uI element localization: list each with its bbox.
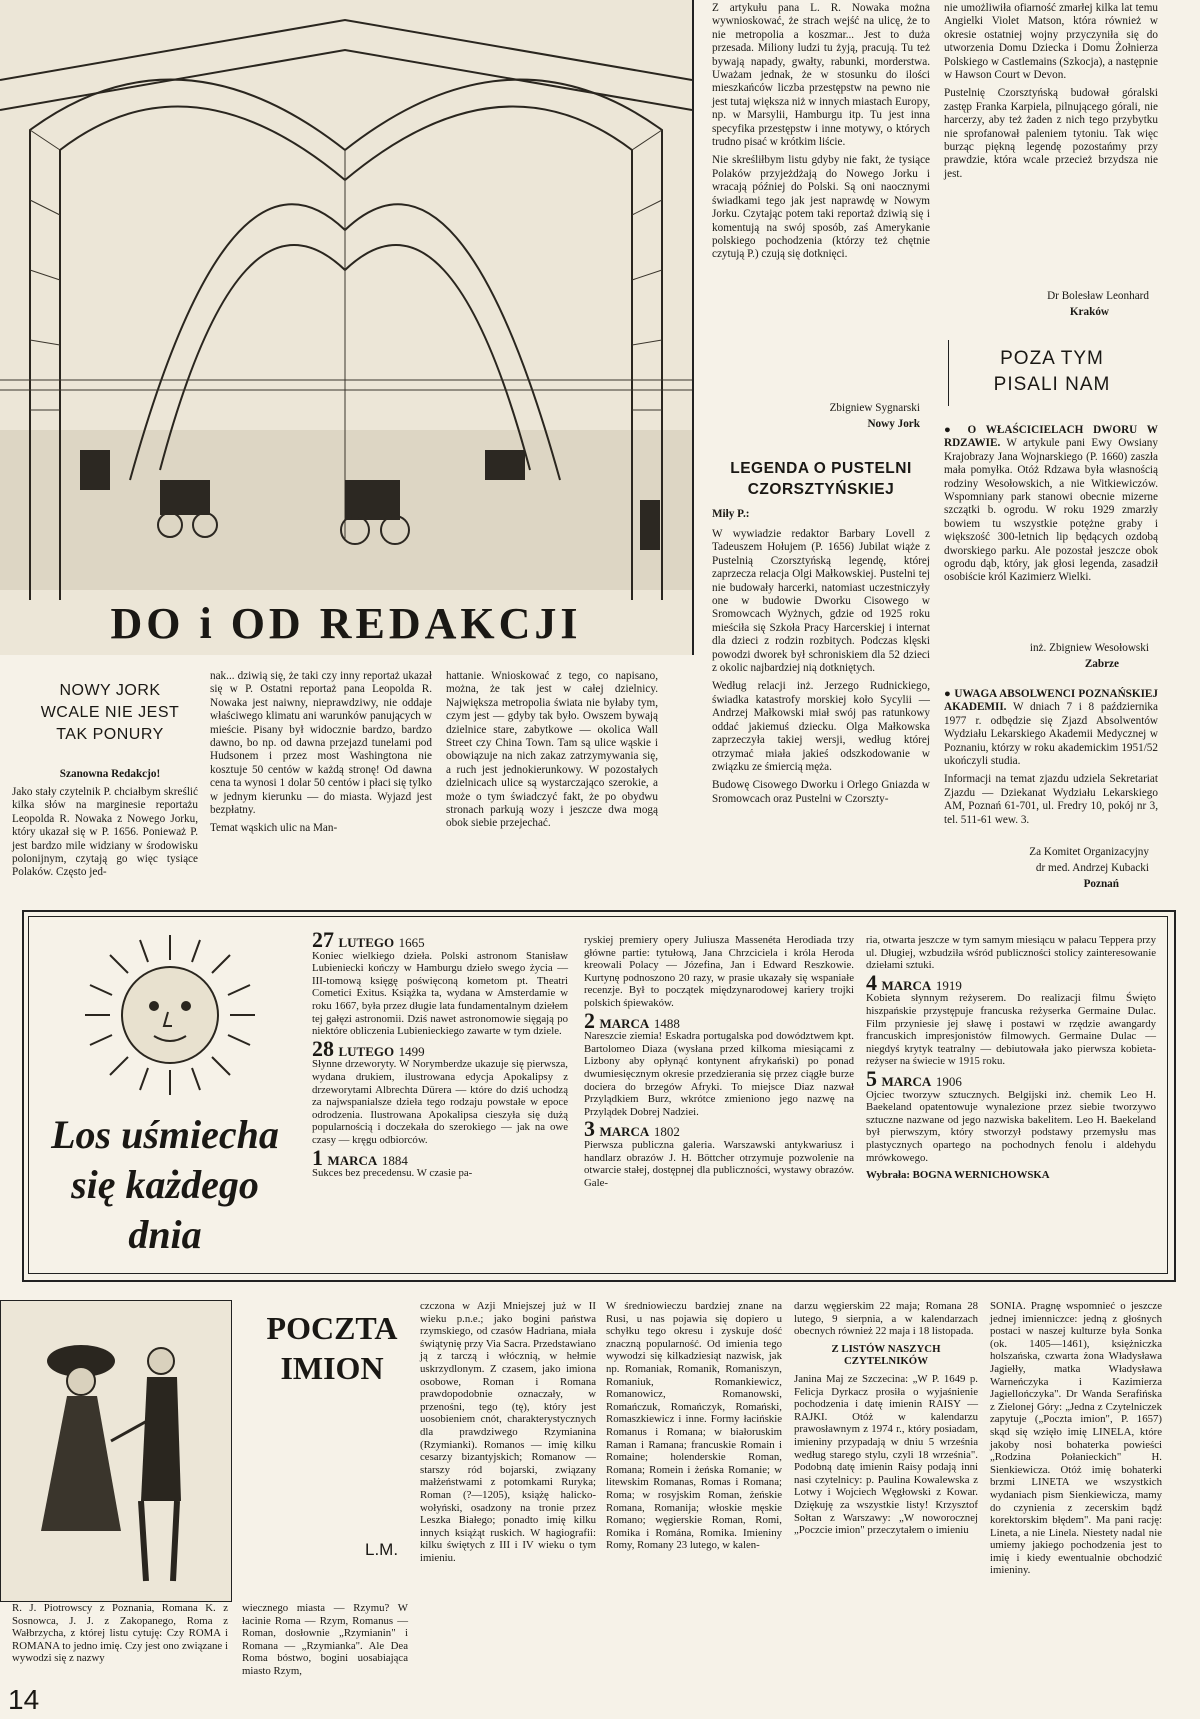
los-e4-text: Nareszcie ziemia! Eskadra portugalska pod dowództwem kpt. Bartolomeo Diaza (wysłana przed kilkoma miesiącami z Lizbony aby opłynąć kontynent afrykański) po ponad dwumiesięcznym okresie przedzierania się przez ciągłe burze dociera do brzegów Afryki. To miejsce Diaz nazwał Przylądkiem Burz, wkrótce zmieniono jego nazwę na Przylądek Dobrej Nadziei. — [584, 1030, 854, 1118]
los-e7-date: 5 MARCA 1906 — [866, 1065, 962, 1091]
poza-tym-item2-place: Poznań — [1083, 878, 1119, 890]
poza-tym-item2-text: W dniach 7 i 8 października 1977 r. odbędzie się Zjazd Absolwentów Wydziału Lekarskiego Akademii Medycznej w Poznaniu, którzy w roku akademickim 1951/52 ukończyli studia. — [944, 701, 1158, 768]
exhibition-hall-engraving — [0, 0, 692, 655]
nowy-jork-col4-p2: Nie skreśliłbym listu gdyby nie fakt, że tysiące Polaków przyjeżdżają do Nowego Jorku i wracają później do Polski. Są oni naocznymi świadkami tego jak jest naprawdę w Nowym Jorku. Czytając potem taki reportaż dziwią się i komentują na swój sposób, zaś Amerykanie polskiego pochodzenia (którzy też chętnie czytują P.) czują się dotknięci. — [712, 154, 930, 261]
legenda-p3: Budowę Cisowego Dworku i Orlego Gniazda w Sromowcach oraz Pustelni w Czorszty- — [712, 779, 930, 805]
legenda-p2: Według relacji inż. Jerzego Rudnickiego, świadka katastrofy morskiej koło Sycylii — Andrzej Małkowski miał swój pas ratunkowy oddać jakiemuś dziecku. Olga Małkowska zaprzeczyła takiej wersji, według której otrzymać miała jakieś odszkodowanie w związku ze śmiercią męża. — [712, 680, 930, 773]
nowy-jork-col2-end: Temat wąskich ulic na Man- — [210, 822, 338, 835]
engraving-illustration — [0, 0, 694, 655]
nowy-jork-col2 — [210, 670, 432, 870]
nowy-jork-col3: hattanie. Wnioskować z tego, co napisano, można, że tak jest w całej dzielnicy. Największa metropolia świata nie byłaby tym, czym jest — gdyby tak było. Owszem bywają dzielnice stare, zabytkowe — okolica Wall Street czy China Town. Tam są ulice wąskie i obowiązuje na nich zakaz zatrzymywania się, a ruch jest jednokierunkowy. W pozostałych dzielnicach ulice są wystarczająco szerokie, a może o tym świadczyć fakt, że po obydwu stronach parkują wozy i jeszcze dwa mogą obok siebie przejechać. — [446, 670, 658, 830]
los-e6-date: 4 MARCA 1919 — [866, 969, 962, 995]
poza-tym-item2 — [944, 688, 1158, 826]
legenda-headline: LEGENDA O PUSTELNI CZORSZTYŃSKIEJ — [730, 460, 912, 498]
nowy-jork-col2-text: nak... dziwią się, że taki czy inny reportaż ukazał się w P. Ostatni reportaż pana Leopolda R. Nowaka jest naiwny, nieprawdziwy, nie oddaje właściwego klimatu ani warunków panujących w mieście. Pisany był widocznie bardzo, bardzo dawno, bo np. od dawna przejazd tunelami pod Hudsonem i przez most Washingtona nie kosztuje 50 centów w każdą stronę! Od dawna cena ta wynosi 1 dolar 50 centów i płaci się tylko w jednym kierunku — do miasta. Wyjazd jest bezpłatny. — [210, 670, 432, 817]
legenda-p4: nie umożliwiła ofiarność zmarłej kilka lat temu Angielki Violet Matson, która również w okresie ostatniej wojny przyczyniła się do utworzenia Domu Dziecka i Domu Żołnierza Polskiego w Castlemains (Szkocja), a następnie w Hawson Court w Devon. — [944, 2, 1158, 82]
page-number: 14 — [8, 1684, 40, 1715]
los-e5-cont: ria, otwarta jeszcze w tym samym miesiącu w pałacu Teppera przy ul. Długiej, wzbudziła wśród publiczności stolicy zainteresowanie dziełami sztuki. — [866, 934, 1156, 972]
los-e3-date: 1 MARCA 1884 — [312, 1144, 408, 1170]
legenda-p5: Pustelnię Czorsztyńską budował góralski zastęp Franka Karpiela, pilnującego górali, nie harcerzy, aby też żaden z nich tego przybytku nie sprofanował paleniem tytoniu. Tak więc burząc piękną legendę pozostańmy przy prawdzie, która wcale przecież brzydsza nie jest. — [944, 87, 1158, 180]
poza-tym-item1-place: Zabrze — [1084, 658, 1119, 670]
los-e7-text: Ojciec tworzyw sztucznych. Belgijski inż. chemik Leo H. Baekeland opatentowuje wynalezione przez siebie tworzywo sztuczne nazwane od jego nazwiska bakelitem. Leo H. Baekeland był pierwszym, który stworzył podstawy przemysłu mas plastycznych opartego na pochodnych fenolu i aldehydu mrówkowego. — [866, 1088, 1156, 1164]
los-e4-date: 2 MARCA 1488 — [584, 1007, 680, 1033]
couple-engraving — [1, 1301, 231, 1601]
legenda-salutation: Miły P.: — [712, 508, 750, 520]
poczta-illustration — [0, 1300, 232, 1602]
poczta-listy-head: Z LISTÓW NASZYCH CZYTELNIKÓW — [831, 1342, 941, 1368]
poczta-col0: R. J. Piotrowscy z Poznania, Romana K. z Sosnowca, J. J. z Zakopanego, Roma z Wałbrzycha, z której listu cytuję: Czy ROMA i ROMANA to jedno imię. Czy jest ono związane i wywodzi się z nazwy — [12, 1602, 228, 1665]
sun-icon — [80, 930, 260, 1100]
los-col2 — [584, 934, 854, 1268]
los-e1-date: 27 LUTEGO 1665 — [312, 927, 425, 952]
poza-tym-item2-head: ● UWAGA ABSOLWENCI POZNAŃSKIEJ AKADEMII. — [944, 688, 1158, 714]
poza-tym-item1-signature: inż. Zbigniew Wesołowski — [1029, 642, 1149, 654]
poczta-col5: SONIA. Pragnę wspomnieć o jeszcze jednej imienniczce: jedną z głośnych postaci w naszej kulturze była Sonka (ok. 1405—1461), księżniczka holszańska, czwarta żona Władysława Jagiełły, matka Władysława Warneńczyka i Kazimierza Jagiellończyka". Dr Wanda Serafińska z Zielonej Góry: „Jedna z Czytelniczek zapytuje („Poczta imion", P. 1657) skąd się wzięło imię LINELA, które jakoby nosi bohaterka powieści „Rodzina Połanieckich" H. Sienkiewicza. Otóż imię bohaterki brzmi LINETA we wszystkich wydaniach pism Sienkiewicza, mamy do czynienia z zecerskim bądź korektorskim błędem". Ma pani rację: Lineta, a nie Linela. Niestety nadal nie umiemy jakiego pochodzenia jest to imię i kiedy ewentualnie obchodzić imieniny. — [990, 1300, 1162, 1577]
banner-title: DO i OD REDAKCJI — [110, 599, 582, 648]
legenda-col1 — [712, 528, 930, 920]
los-e2-date: 28 LUTEGO 1499 — [312, 1035, 425, 1061]
legenda-p1: W wywiadzie redaktor Barbary Lovell z Tadeuszem Hołujem (P. 1656) Jubilat wiąże z Pustelnią Czorsztyńską legendę, której zaprzecza relacja Olgi Małkowskiej. Pustelni tej nie budowały harcerki, natomiast uczestniczyły one w budowie Dworku Cisowego w Sromowcach Wyżnych, gdzie od 1925 roku mieściła się Szkoła Pracy Harcerskiej i internat dla dzieci z rodzin rozbitych. Podczas klęski powodzi dworek był schroniskiem dla 52 dzieci z okolic najbardziej nią dotkniętych. — [712, 528, 930, 675]
los-script-title: Los uśmiecha się każdego dnia — [51, 1112, 279, 1257]
nowy-jork-col4-p1: Z artykułu pana L. R. Nowaka można wywnioskować, że strach wejść na ulicę, że to nie metropolia a koszmar... Jest to duża przesada. Miliony ludzi tu żyją, pracują. Tu też bywają napady, gwałty, rabunki, morderstwa. Uważam jednak, że w stosunku do ilości mieszkańców liczba przestępstw na pewno nie jest tutaj większa niż w innych miastach Europy, np. w Marsylii, Hamburgu itp. Tu jest inna specyfika przestępstw i inne motywy, o których trudno pisać w krótkim liście. — [712, 2, 930, 149]
los-e6-text: Kobieta słynnym reżyserem. Do realizacji filmu Święto hiszpańskie przystępuje francuska reżyserka Germaine Dulac. Film przyniesie jej sławę i postawi w rzędzie awangardy francuskich impresjonistów filmowych. Germaine Dulac — niegdyś krytyk teatralny — debiutowała jako pierwsza kobieta-reżyser na świecie w 1915 roku. — [866, 992, 1156, 1068]
poza-tym-item1-head: ● O WŁAŚCICIELACH DWORU W RDZAWIE. — [944, 424, 1158, 450]
los-compiled-by: Wybrała: BOGNA WERNICHOWSKA — [866, 1169, 1050, 1182]
poczta-title-2: IMION — [280, 1350, 384, 1386]
los-e3-cont: ryskiej premiery opery Juliusza Massenéta Herodiada trzy główne partie: tytułową, Jana Chrzciciela i króla Heroda kreowali Polacy — Józefina, Jan i Edward Reszkowie. Kurtynę podnoszono 20 razy, w prasie ukazały się wspaniałe recenzje. Był to początek międzynarodowej kariery trojki polskich śpiewaków. — [584, 934, 854, 1009]
poza-tym-item2-sig1: Za Komitet Organizacyjny — [1029, 846, 1149, 858]
poza-tym-title-1: POZA TYM — [1000, 348, 1104, 369]
los-col1 — [312, 927, 568, 1268]
poza-tym-box — [948, 340, 1155, 406]
poczta-col2: czczona w Azji Mniejszej już w II wieku p.n.e.; jako bogini państwa rzymskiego, od czasów Hadriana, miała świątynię przy Via Sacra. Przedstawiano ją z tarczą i włócznią, w hełmie uskrzydlonym. Z czasem, jako imiona osobowe, Roman i Romana prawdopodobnie oznaczały, w przenośni, tego (tę), który jest uosobieniem cnót, charakterystycznych dla prawdziwego Rzymianina (Rzymianki). Romanos — imię kilku cesarzy bizantyjskich; Romanow — starszy ród bojarski, związany małżeństwami z potomkami Ruryka; Roman (?—1205), książę halicko-wołyński, osadzony na tronie przez Leszka Białego; ponadto imię kilku innych książąt ruskich. W hagiografii: kilku świętych z III i IV wieku o tym imieniu. — [420, 1300, 596, 1564]
nowy-jork-salutation: Szanowna Redakcjo! — [59, 768, 161, 780]
legenda-col2 — [944, 2, 1158, 272]
poza-tym-item2-info: Informacji na temat zjazdu udziela Sekretariat Zjazdu — Dziekanat Wydziału Lekarskiego AM, Poznań 61-701, ul. Fredry 10, pokój nr 3, tel. 511-61 wew. 3. — [944, 773, 1158, 826]
poza-tym-item1 — [944, 424, 1158, 640]
los-e3-text: Sukces bez precedensu. W czasie pa- — [312, 1167, 473, 1180]
legenda-signature: Dr Bolesław Leonhard — [1047, 290, 1149, 302]
nowy-jork-headline: NOWY JORK WCALE NIE JEST TAK PONURY — [40, 682, 180, 743]
poczta-title-1: POCZTA — [266, 1310, 398, 1346]
nowy-jork-place: Nowy Jork — [867, 418, 920, 430]
los-e1-text: Koniec wielkiego dzieła. Polski astronom Stanisław Lubieniecki kończy w Hamburgu dzieło swego życia — III-tomową księgę poświęconą kometom pt. Theatri Cometici Exitus. Książka ta, wydana w Amsterdamie w roku 1667, była przez długie lata fundamentalnym dziełem tej gałęzi astronomii. Dziś nawet astronomowie sięgają po niektóre obliczenia Lubienieckiego zawarte w tym dziele. — [312, 949, 568, 1038]
poczta-col3: W średniowieczu bardziej znane na Rusi, u nas pojawia się dopiero u schyłku tego okresu i zyskuje dość znaczną popularność. Od imienia tego wywodzi się kilkadziesiąt nazwisk, jak np. Romaniak, Romanik, Romaniszyn, Romaniuk, Romankiewicz, Romanowicz, Romanowski, Romańczuk, Romańczyk, Romański, Romaszkiewicz i inne. Formy łacińskie Romanus i Romana; w białoruskim Raman i Ramana; francuskie Romain i Romaine; holenderskie Roman, Romana; Romein i żeńska Romanie; w litewskim Romanas, Romas i Romana; Roma; w rosyjskim Roman, żeńskie Romana, Romanija; włoskie męskie Romano; węgierskie Roman, Romi, Romika i Romána, Romika. Imieniny Romy, Romany 23 lutego, w kalen- — [606, 1300, 782, 1552]
los-col3 — [866, 934, 1156, 1268]
poczta-initials: L.M. — [365, 1540, 399, 1559]
poczta-col4-text: darzu węgierskim 22 maja; Romana 28 lutego, 9 sierpnia, a w kalendarzach obecnych również 22 maja i 18 listopada. — [794, 1300, 978, 1338]
poczta-col4 — [794, 1300, 978, 1705]
poczta-col4-letters: Janina Maj ze Szczecina: „W P. 1649 p. Felicja Dyrkacz prosiła o wyjaśnienie pochodzenia i datę imienin RAISY — RAJKI. Otóż w kalendarzu prawosławnym z 1974 r., który posiadam, imieniny przypadają w dniu 5 września według starego stylu, czyli 18 września". Podobną datę imienin Raisy podają inni nasi czytelnicy: p. Paulina Kowalewska z Lotwy i Wojciech Węgłowski z Kowar. Dziękuję za wszystkie listy! Krzysztof Sołtan z Warszawy: „W noworocznej „Poczcie imion" przeczytałem o imieniu — [794, 1372, 978, 1537]
poczta-col1: wiecznego miasta — Rzymu? W łacinie Roma — Rzym, Romanus — Roman, dosłownie „Rzymianin" i Romana — „Rzymianka". Ale Dea Roma bóstwo, bogini uosabiająca miasto Rzym, — [242, 1602, 408, 1677]
los-e2-text: Słynne drzeworyty. W Norymberdze ukazuje się pierwsza, wydana drukiem, ilustrowana edycja Apokalipsy z drzeworytami Albrechta Dürera — które do dziś uchodzą za najwspanialsze dzieła tego rodzaju powstałe w epoce odrodzenia. Ilustrowana Apokalipsa cieszyła się dużą popularnością i doczekała do szerokiego — jak na owe czasy — kręgu odbiorców. — [312, 1058, 568, 1146]
nowy-jork-col4 — [712, 2, 930, 402]
poza-tym-title-2: PISALI NAM — [993, 374, 1111, 395]
poza-tym-item1-text: W artykule pani Ewy Owsiany Krajobrazy Jana Wojnarskiego (P. 1660) zaszła mała pomyłka. Otóż Rdzawa była własnością rodziny Wesołowskich, a nie Witkiewiczów. Wspomniany park stanowi obecnie mizerne szczątki b. ogrodu. W roku 1929 zmarzły bowiem tu wszystkie potężne graby i większość 300-letnich lip będących ozdobą dworskiego parku. Ale pozostał jeszcze obok ogrodu dąb, który, jak głosi legenda, zasadził osobiście król Kazimierz Wielki. — [944, 437, 1158, 584]
los-e5-text: Pierwsza publiczna galeria. Warszawski antykwariusz i handlarz obrazów J. H. Böttcher otrzymuje pozwolenie na otwarcie stałej, dostępnej dla publiczności, wystawy obrazów. Gale- — [584, 1138, 854, 1189]
nowy-jork-signature: Zbigniew Sygnarski — [829, 402, 920, 414]
poza-tym-item2-sig2: dr med. Andrzej Kubacki — [1035, 862, 1149, 874]
los-e5-date: 3 MARCA 1802 — [584, 1116, 680, 1142]
legenda-place: Kraków — [1069, 306, 1109, 318]
poczta-title — [262, 1308, 402, 1388]
nowy-jork-col1: Jako stały czytelnik P. chciałbym skreślić kilka słów na marginesie reportażu Leopolda R. Nowaka z Nowego Jorku, który ukazał się w P. 1656. Ponieważ P. jest bardzo mile widziany w środowisku polonijnym, czytają go więc tysiące Polaków. Często jed- — [12, 786, 198, 879]
